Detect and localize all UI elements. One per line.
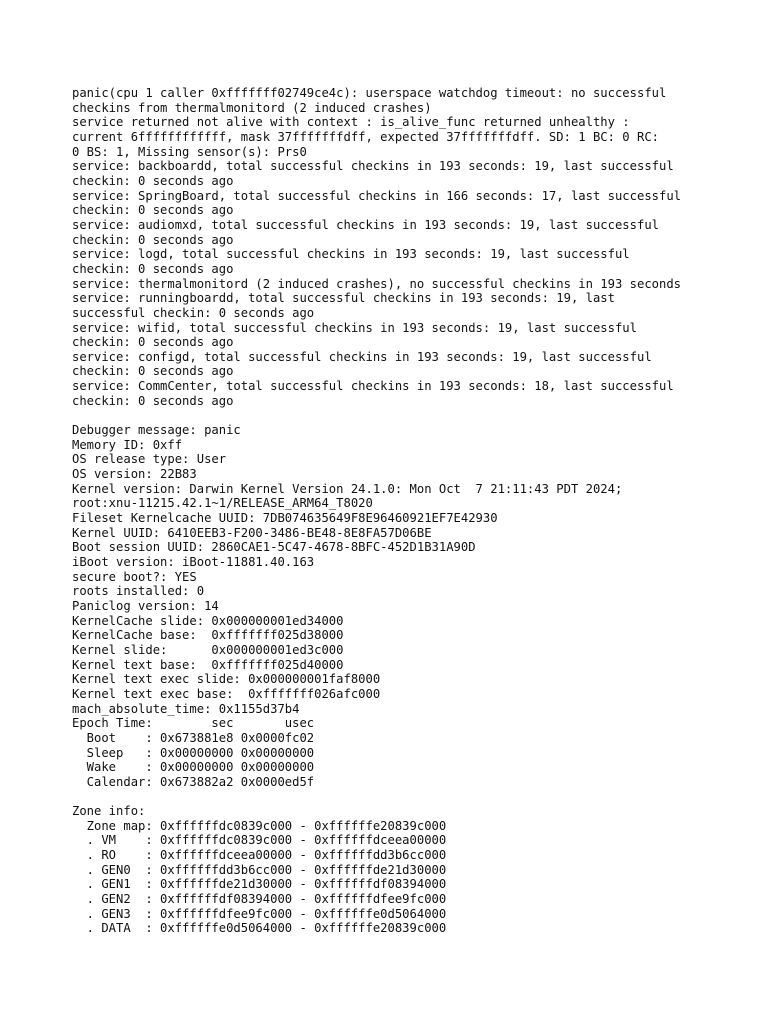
panic-log-text: panic(cpu 1 caller 0xfffffff02749ce4c): userspace watchdog timeout: no successful checkins from thermalmonitord (2 induced crashes) service returned not alive with context : is_alive_func returned unhealthy : current 6ffffffffffff, mask 37fffffffdff, expected 37fffffffdff. SD: 1 BC: 0 RC: 0 BS: 1, Missing sensor(s): Prs0 service: backboardd, total successful checkins in 193 seconds: 19, last successful checkin: 0 seconds ago service: SpringBoard, total successful checkins in 166 seconds: 17, last successful checkin: 0 seconds ago service: audiomxd, total successful checkins in 193 seconds: 19, last successful checkin: 0 seconds ago service: logd, total successful checkins in 193 seconds: 19, last successful checkin: 0 seconds ago service: thermalmonitord (2 induced crashes), no successful checkins in 193 seconds service: runningboardd, total successful checkins in 193 seconds: 19, last successful checkin: 0 seconds ago service: wifid, total successful checkins in 193 seconds: 19, last successful checkin: 0 seconds ago service: configd, total successful checkins in 193 seconds: 19, last successful checkin: 0 seconds ago service: CommCenter, total successful checkins in 193 seconds: 18, last successful checkin: 0 seconds ago Debugger message: panic Memory ID: 0xff OS release type: User OS version: 22B83 Kernel version: Darwin Kernel Version 24.1.0: Mon Oct 7 21:11:43 PDT 2024; root:xnu-11215.42.1~1/RELEASE_ARM64_T8020 Fileset Kernelcache UUID: 7DB074635649F8E96460921EF7E42930 Kernel UUID: 6410EEB3-F200-3486-BE48-8E8FA57D06BE Boot session UUID: 2860CAE1-5C47-4678-8BFC-452D1B31A90D iBoot version: iBoot-11881.40.163 secure boot?: YES roots installed: 0 Paniclog version: 14 KernelCache slide: 0x000000001ed34000 KernelCache base: 0xfffffff025d38000 Kernel slide: 0x000000001ed3c000 Kernel text base: 0xfffffff025d40000 Kernel text exec slide: 0x000000001faf8000 Kernel text exec base: 0xfffffff026afc000 mach_absolute_time: 0x1155d37b4 Epoch Time: sec usec Boot : 0x673881e8 0x0000fc02 Sleep : 0x00000000 0x00000000 Wake : 0x00000000 0x00000000 Calendar: 0x673882a2 0x0000ed5f Zone info: Zone map: 0xffffffdc0839c000 - 0xffffffe20839c000 . VM : 0xffffffdc0839c000 - 0xffffffdceea00000 . RO : 0xffffffdceea00000 - 0xffffffdd3b6cc000 . GEN0 : 0xffffffdd3b6cc000 - 0xffffffde21d30000 . GEN1 : 0xffffffde21d30000 - 0xffffffdf08394000 . GEN2 : 0xffffffdf08394000 - 0xffffffdfee9fc000 . GEN3 : 0xffffffdfee9fc000 - 0xffffffe0d5064000 . DATA : 0xffffffe0d5064000 - 0xffffffe20839c000 (72, 86, 682, 936)
panic-log-page (72, 86, 732, 936)
